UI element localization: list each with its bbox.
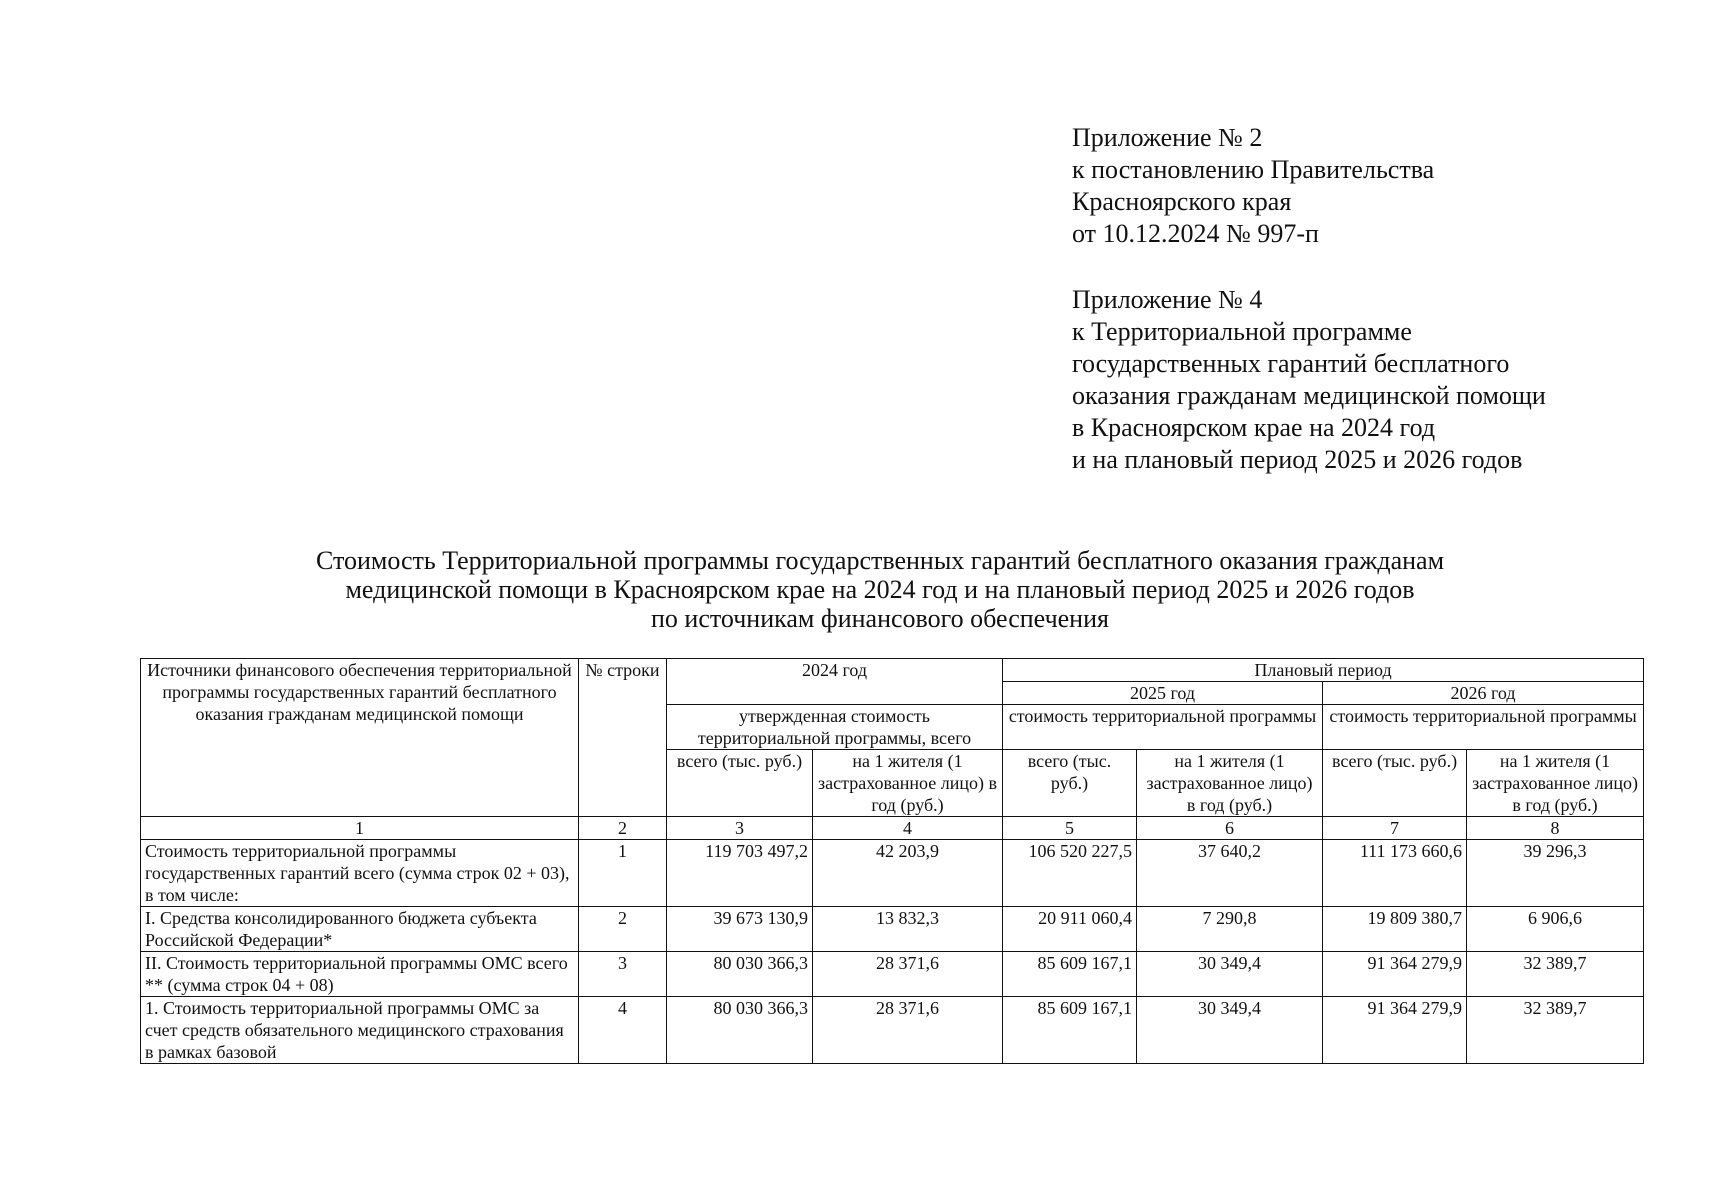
header-per-capita-2025: на 1 жителя (1 застрахованное лицо) в год (руб.)	[1137, 750, 1323, 817]
appendix-line: к Территориальной программе	[1072, 317, 1412, 346]
cell-total-2026: 91 364 279,9	[1323, 952, 1467, 997]
row-label: II. Стоимость территориальной программы ОМС всего ** (сумма строк 04 + 08)	[141, 952, 579, 997]
cell-per-capita-2024: 42 203,9	[813, 840, 1003, 907]
appendix-line: в Красноярском крае на 2024 год	[1072, 413, 1436, 442]
title-line: медицинской помощи в Красноярском крае на 2024 год и на плановый период 2025 и 2026 годов	[345, 575, 1415, 604]
column-number: 3	[667, 817, 813, 840]
appendix-line: государственных гарантий бесплатного	[1072, 349, 1510, 378]
column-number: 6	[1137, 817, 1323, 840]
cell-total-2026: 111 173 660,6	[1323, 840, 1467, 907]
title-line: Стоимость Территориальной программы государственных гарантий бесплатного оказания гражданам	[315, 546, 1445, 575]
appendix-line: к постановлению Правительства	[1072, 155, 1435, 184]
cell-total-2026: 19 809 380,7	[1323, 907, 1467, 952]
cell-total-2025: 85 609 167,1	[1003, 997, 1137, 1064]
appendix-line: Приложение № 2	[1072, 123, 1263, 152]
header-year-2024: 2024 год	[667, 659, 1003, 705]
cell-total-2024: 119 703 497,2	[667, 840, 813, 907]
cell-total-2024: 39 673 130,9	[667, 907, 813, 952]
row-label: Стоимость территориальной программы государственных гарантий всего (сумма строк 02 + 03), в том числе:	[141, 840, 579, 907]
cell-per-capita-2024: 13 832,3	[813, 907, 1003, 952]
header-program-cost-2026: стоимость территориальной программы	[1323, 705, 1644, 750]
column-number-row	[141, 817, 1644, 840]
appendix-header-2	[1072, 284, 1672, 476]
appendix-header-1	[1072, 122, 1672, 250]
cell-per-capita-2025: 30 349,4	[1137, 952, 1323, 997]
cell-per-capita-2026: 32 389,7	[1467, 952, 1644, 997]
cell-total-2024: 80 030 366,3	[667, 952, 813, 997]
column-number: 8	[1467, 817, 1644, 840]
title-line: по источникам финансового обеспечения	[651, 604, 1109, 633]
column-number: 5	[1003, 817, 1137, 840]
cell-per-capita-2026: 39 296,3	[1467, 840, 1644, 907]
header-total-2025: всего (тыс. руб.)	[1003, 750, 1137, 817]
header-source: Источники финансового обеспечения территориальной программы государственных гарантий бесплатного оказания гражданам медицинской помощи	[141, 659, 579, 817]
cell-per-capita-2025: 37 640,2	[1137, 840, 1323, 907]
cell-per-capita-2024: 28 371,6	[813, 997, 1003, 1064]
cell-per-capita-2026: 6 906,6	[1467, 907, 1644, 952]
financing-table	[140, 658, 1644, 1064]
cell-total-2024: 80 030 366,3	[667, 997, 813, 1064]
row-number: 2	[579, 907, 667, 952]
cell-total-2025: 85 609 167,1	[1003, 952, 1137, 997]
row-label: 1. Стоимость территориальной программы ОМС за счет средств обязательного медицинского страхования в рамках базовой	[141, 997, 579, 1064]
header-total-2024: всего (тыс. руб.)	[667, 750, 813, 817]
column-number: 7	[1323, 817, 1467, 840]
cell-total-2026: 91 364 279,9	[1323, 997, 1467, 1064]
column-number: 1	[141, 817, 579, 840]
table-row	[141, 840, 1644, 907]
row-label: I. Средства консолидированного бюджета субъекта Российской Федерации*	[141, 907, 579, 952]
header-per-capita-2024: на 1 жителя (1 застрахованное лицо) в год (руб.)	[813, 750, 1003, 817]
cell-total-2025: 106 520 227,5	[1003, 840, 1137, 907]
row-number: 1	[579, 840, 667, 907]
table-row	[141, 997, 1644, 1064]
header-planned-period: Плановый период	[1003, 659, 1644, 682]
column-number: 2	[579, 817, 667, 840]
cell-total-2025: 20 911 060,4	[1003, 907, 1137, 952]
cell-per-capita-2025: 30 349,4	[1137, 997, 1323, 1064]
appendix-line: и на плановый период 2025 и 2026 годов	[1072, 445, 1523, 474]
cell-per-capita-2024: 28 371,6	[813, 952, 1003, 997]
column-number: 4	[813, 817, 1003, 840]
header-approved-cost: утвержденная стоимость территориальной программы, всего	[667, 705, 1003, 750]
header-program-cost-2025: стоимость территориальной программы	[1003, 705, 1323, 750]
appendix-line: Приложение № 4	[1072, 285, 1263, 314]
header-total-2026: всего (тыс. руб.)	[1323, 750, 1467, 817]
cell-per-capita-2025: 7 290,8	[1137, 907, 1323, 952]
appendix-line: Красноярского края	[1072, 187, 1292, 216]
table-row	[141, 952, 1644, 997]
cell-per-capita-2026: 32 389,7	[1467, 997, 1644, 1064]
appendix-line: оказания гражданам медицинской помощи	[1072, 381, 1546, 410]
table-row	[141, 907, 1644, 952]
row-number: 3	[579, 952, 667, 997]
row-number: 4	[579, 997, 667, 1064]
header-year-2026: 2026 год	[1323, 682, 1644, 705]
appendix-line: от 10.12.2024 № 997-п	[1072, 219, 1319, 248]
header-per-capita-2026: на 1 жителя (1 застрахованное лицо) в год (руб.)	[1467, 750, 1644, 817]
header-year-2025: 2025 год	[1003, 682, 1323, 705]
header-row-number: № строки	[579, 659, 667, 817]
document-title	[160, 546, 1600, 633]
